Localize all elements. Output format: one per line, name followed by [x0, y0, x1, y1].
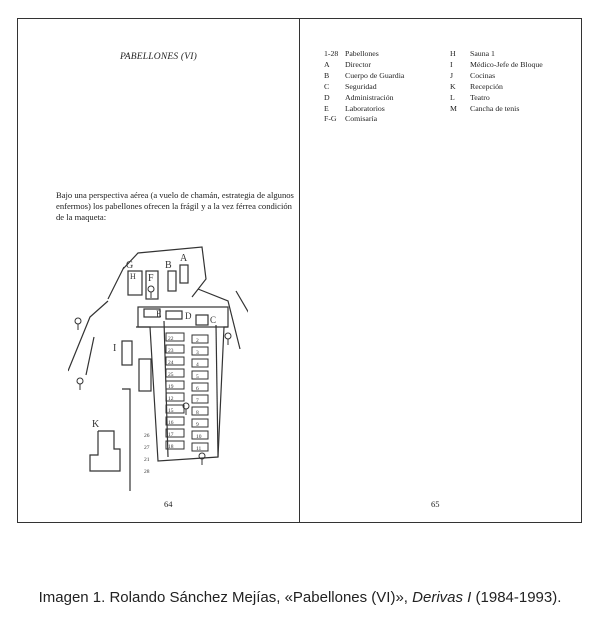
legend-item: 1-28 Pabellones — [324, 49, 379, 58]
legend-item: J Cocinas — [450, 70, 496, 80]
svg-text:17: 17 — [168, 432, 174, 438]
intro-paragraph: Bajo una perspectiva aérea (a vuelo de chamán, estrategia de algunos enfermos) los pabellones ofrecen la frágil y a la vez férrea condición de la maqueta: — [56, 190, 294, 222]
legend-item: H Sauna 1 — [450, 49, 495, 58]
page-number-right: 65 — [431, 499, 440, 509]
building-i — [122, 341, 132, 365]
svg-text:15: 15 — [168, 408, 174, 414]
legend-item: K Recepción — [450, 81, 503, 91]
svg-text:4: 4 — [196, 362, 199, 368]
path-east — [198, 289, 240, 349]
legend-item: I Médico-Jefe de Bloque — [450, 59, 543, 69]
svg-text:11: 11 — [196, 446, 202, 452]
page-title: PABELLONES (VI) — [120, 52, 197, 62]
svg-text:26: 26 — [144, 433, 150, 439]
building-b — [168, 271, 176, 291]
building-k — [90, 431, 120, 471]
caption-text: Imagen 1. Rolando Sánchez Mejías, «Pabellones (VI)», — [38, 589, 413, 606]
map-label-e: E — [156, 309, 162, 319]
pavilion-map — [68, 241, 248, 491]
svg-text:16: 16 — [168, 420, 174, 426]
svg-text:2: 2 — [196, 338, 199, 344]
svg-text:24: 24 — [168, 360, 174, 366]
svg-text:22: 22 — [168, 336, 174, 342]
svg-text:28: 28 — [144, 469, 150, 475]
book-spread — [17, 18, 582, 523]
legend-column-2 — [450, 49, 543, 114]
map-label-h: H — [130, 272, 136, 281]
svg-text:19: 19 — [168, 384, 174, 390]
legend-item: B Cuerpo de Guardia — [324, 70, 405, 80]
legend-item: C Seguridad — [324, 81, 377, 91]
building-c — [196, 315, 208, 325]
svg-text:6: 6 — [196, 386, 199, 392]
svg-text:10: 10 — [196, 434, 202, 440]
legend-item: F-G Comisaría — [324, 114, 378, 124]
legend-column-1 — [324, 49, 404, 125]
map-label-k: K — [92, 419, 100, 430]
page-number-left: 64 — [164, 499, 173, 509]
map-label-i: I — [113, 343, 117, 354]
svg-text:27: 27 — [144, 445, 150, 451]
map-label-c: C — [210, 315, 217, 325]
svg-text:8: 8 — [196, 410, 199, 416]
svg-text:9: 9 — [196, 422, 199, 428]
legend-item: E Laboratorios — [324, 103, 385, 113]
legend-item: M Cancha de tenis — [450, 103, 520, 113]
building-d — [166, 311, 182, 319]
figure-caption — [0, 589, 600, 606]
path-west-inner — [86, 337, 94, 375]
street-east — [216, 325, 218, 457]
building-a — [180, 265, 188, 283]
building-h — [139, 359, 151, 391]
map-label-f: F — [148, 273, 154, 284]
legend-item: D Administración — [324, 92, 394, 102]
map-label-g: G — [126, 260, 134, 271]
svg-text:7: 7 — [196, 398, 199, 404]
svg-text:25: 25 — [168, 372, 174, 378]
map-label-a: A — [180, 253, 188, 264]
road-ne — [108, 267, 124, 299]
svg-text:23: 23 — [168, 348, 174, 354]
caption-source: Derivas I — [412, 589, 472, 606]
legend-item: A Director — [324, 59, 371, 69]
caption-years: (1984-1993). — [471, 589, 562, 606]
path-k — [122, 389, 130, 491]
svg-text:3: 3 — [196, 350, 199, 356]
page-fold — [299, 19, 300, 522]
path-east-2 — [236, 291, 248, 315]
path-west — [68, 301, 108, 371]
svg-text:12: 12 — [168, 396, 174, 402]
svg-text:5: 5 — [196, 374, 199, 380]
map-label-d: D — [185, 311, 192, 321]
map-label-b: B — [165, 260, 172, 271]
svg-text:18: 18 — [168, 444, 174, 450]
svg-text:21: 21 — [144, 457, 150, 463]
legend-item: L Teatro — [450, 92, 490, 102]
